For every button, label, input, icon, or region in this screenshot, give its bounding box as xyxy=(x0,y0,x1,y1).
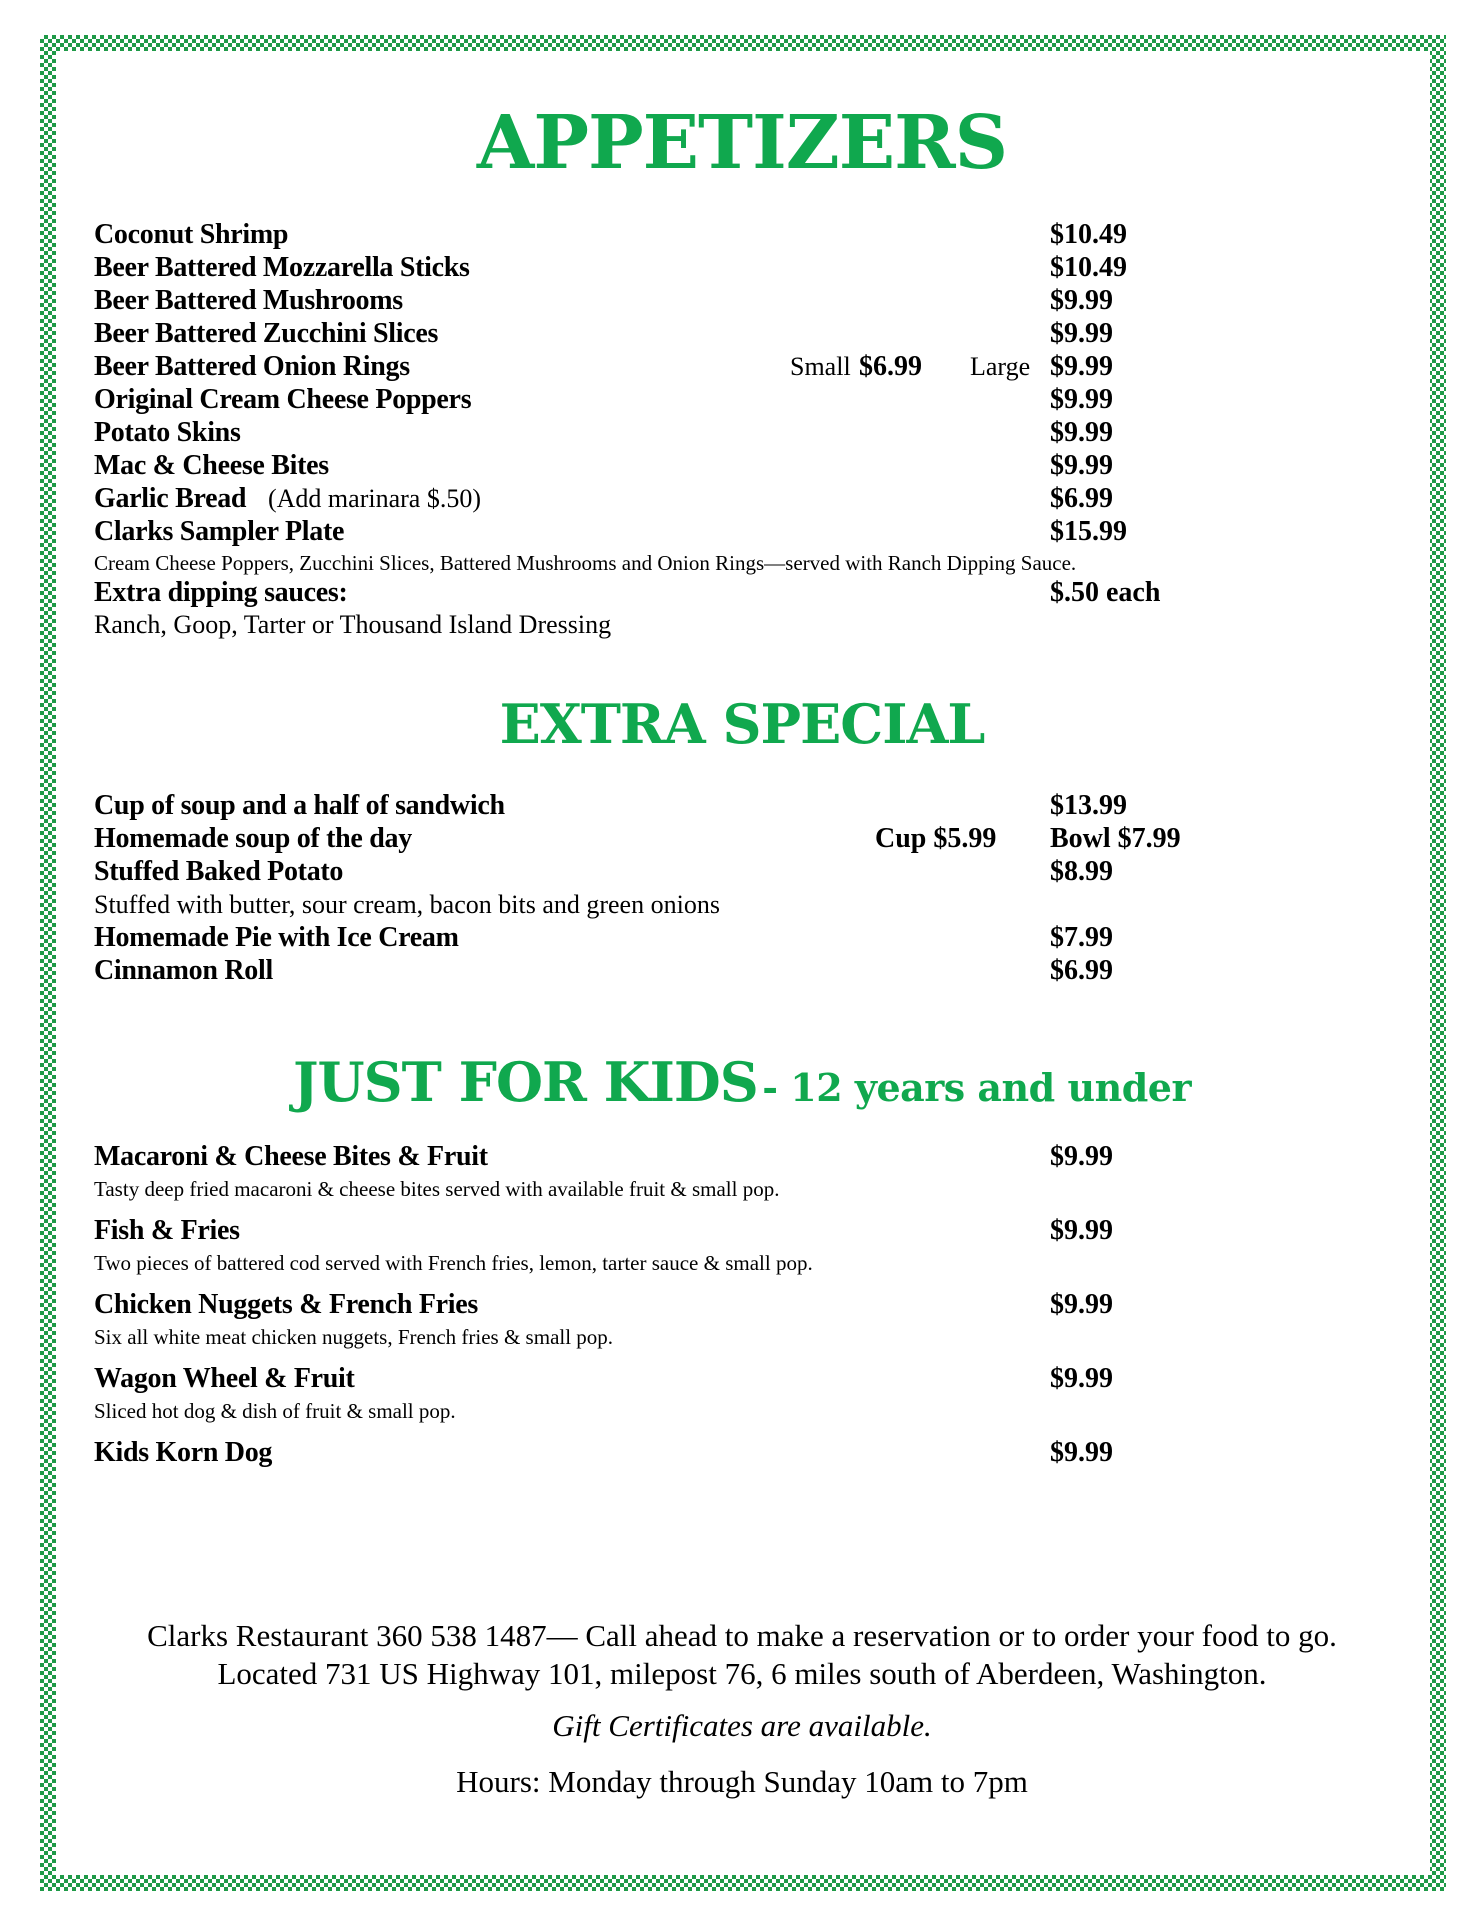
footer-gift-certificates: Gift Certificates are available. xyxy=(552,1708,932,1743)
item-name: Beer Battered Mushrooms xyxy=(94,285,403,316)
item-price: $9.99 xyxy=(1050,384,1113,415)
item-price: $10.49 xyxy=(1050,219,1127,250)
bowl-price: Bowl $7.99 xyxy=(1050,823,1181,854)
item-price: $6.99 xyxy=(1050,955,1113,986)
item-price: $9.99 xyxy=(1050,351,1113,382)
item-price: $9.99 xyxy=(1050,450,1113,481)
item-price: $15.99 xyxy=(1050,516,1127,547)
kids-subtitle: - 12 years and under xyxy=(762,1065,1191,1110)
item-description: Cream Cheese Poppers, Zucchini Slices, Battered Mushrooms and Onion Rings—served with Ranch Dipping Sauce. xyxy=(94,551,1077,575)
item-name: Garlic Bread xyxy=(94,483,247,514)
item-price: $9.99 xyxy=(1050,1363,1113,1394)
item-price: $13.99 xyxy=(1050,790,1127,821)
item-name: Macaroni & Cheese Bites & Fruit xyxy=(94,1141,488,1172)
small-label: Small xyxy=(790,352,851,381)
item-price: $6.99 xyxy=(1050,483,1113,514)
cup-price: Cup $5.99 xyxy=(875,823,997,854)
item-name: Extra dipping sauces: xyxy=(94,577,348,608)
item-description: Ranch, Goop, Tarter or Thousand Island Dressing xyxy=(94,610,612,639)
item-name: Clarks Sampler Plate xyxy=(94,516,345,547)
item-description: Sliced hot dog & dish of fruit & small pop. xyxy=(94,1399,456,1423)
footer-contact: Clarks Restaurant 360 538 1487— Call ahead to make a reservation or to order your food to go. xyxy=(147,1618,1337,1653)
item-price: $9.99 xyxy=(1050,1141,1113,1172)
item-price: $10.49 xyxy=(1050,252,1127,283)
item-price: $9.99 xyxy=(1050,417,1113,448)
item-name: Homemade soup of the day xyxy=(94,823,412,854)
item-price: $9.99 xyxy=(1050,285,1113,316)
footer-address: Located 731 US Highway 101, milepost 76, 6 miles south of Aberdeen, Washington. xyxy=(217,1656,1267,1691)
item-name: Homemade Pie with Ice Cream xyxy=(94,922,459,953)
extra-special-heading: EXTRA SPECIAL xyxy=(499,692,985,756)
small-size xyxy=(790,352,922,382)
item-price: $9.99 xyxy=(1050,1437,1113,1468)
item-description: Tasty deep fried macaroni & cheese bites served with available fruit & small pop. xyxy=(94,1177,780,1201)
item-name: Coconut Shrimp xyxy=(94,219,289,250)
small-price: $6.99 xyxy=(858,351,922,382)
item-name: Beer Battered Zucchini Slices xyxy=(94,318,439,349)
item-description: Two pieces of battered cod served with French fries, lemon, tarter sauce & small pop. xyxy=(94,1251,813,1275)
item-name: Cinnamon Roll xyxy=(94,955,273,986)
item-name: Kids Korn Dog xyxy=(94,1437,273,1468)
appetizers-heading: APPETIZERS xyxy=(476,100,1008,186)
large-label: Large xyxy=(970,352,1031,381)
item-name: Beer Battered Mozzarella Sticks xyxy=(94,252,470,283)
item-description: Six all white meat chicken nuggets, French fries & small pop. xyxy=(94,1325,614,1349)
item-note: (Add marinara $.50) xyxy=(268,484,481,513)
item-name: Beer Battered Onion Rings xyxy=(94,351,410,382)
item-price: $9.99 xyxy=(1050,1289,1113,1320)
kids-heading xyxy=(0,1050,1484,1114)
kids-title: JUST FOR KIDS xyxy=(293,1050,758,1114)
item-price: $9.99 xyxy=(1050,318,1113,349)
footer-hours: Hours: Monday through Sunday 10am to 7pm xyxy=(456,1764,1028,1799)
item-name: Wagon Wheel & Fruit xyxy=(94,1363,355,1394)
item-description: Stuffed with butter, sour cream, bacon bits and green onions xyxy=(94,890,720,919)
item-price: $7.99 xyxy=(1050,922,1113,953)
item-name: Cup of soup and a half of sandwich xyxy=(94,790,505,821)
item-name: Chicken Nuggets & French Fries xyxy=(94,1289,478,1320)
item-price: $8.99 xyxy=(1050,856,1113,887)
item-name: Original Cream Cheese Poppers xyxy=(94,384,472,415)
item-name: Stuffed Baked Potato xyxy=(94,856,344,887)
item-name: Mac & Cheese Bites xyxy=(94,450,329,481)
item-price: $9.99 xyxy=(1050,1215,1113,1246)
item-name: Fish & Fries xyxy=(94,1215,240,1246)
item-price: $.50 each xyxy=(1050,577,1161,608)
item-name: Potato Skins xyxy=(94,417,241,448)
